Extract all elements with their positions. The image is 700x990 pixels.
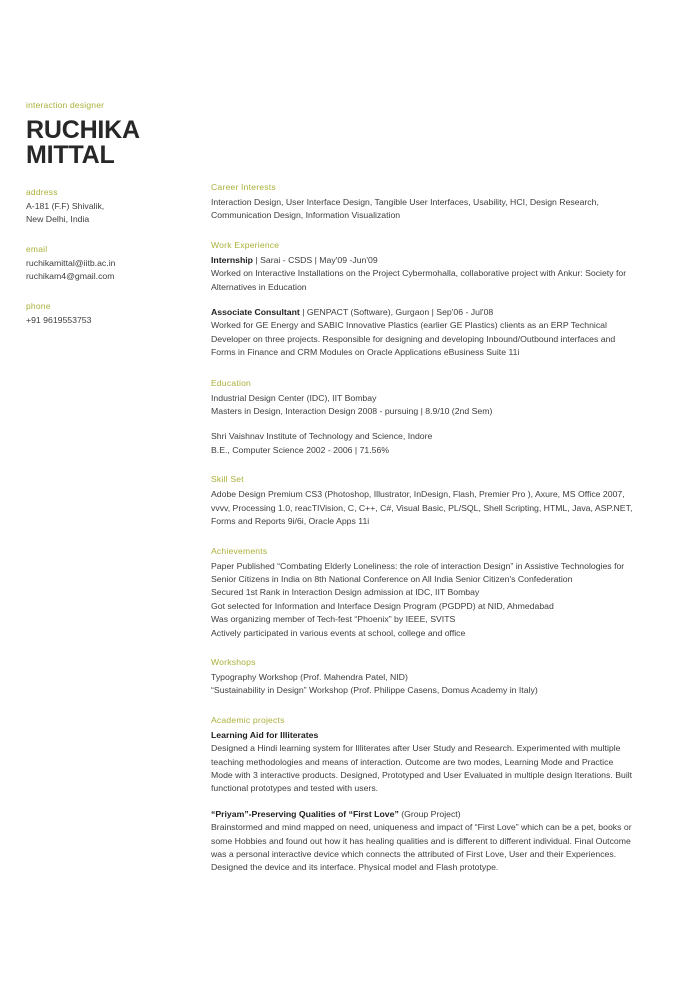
section-title-skill-set: Skill Set bbox=[211, 474, 244, 485]
education-institute: Shri Vaishnav Institute of Technology and Science, Indore bbox=[211, 431, 433, 442]
work-entry bbox=[211, 306, 635, 360]
career-interests-text: Interaction Design, User Interface Design, Tangible User Interfaces, Usability, HCI, Design Research, Communication Design, Information Visualization bbox=[211, 197, 599, 221]
achievement-item: Secured 1st Rank in Interaction Design admission at IDC, IIT Bombay bbox=[211, 587, 480, 598]
email-secondary[interactable]: ruchikam4@gmail.com bbox=[26, 270, 115, 281]
contact-details bbox=[26, 187, 191, 327]
address-value bbox=[26, 200, 191, 225]
contact-address-block bbox=[26, 187, 191, 225]
academic-project bbox=[211, 729, 635, 796]
section-title-achievements: Achievements bbox=[211, 545, 268, 556]
phone-number: +91 9619553753 bbox=[26, 315, 92, 325]
achievement-item: Got selected for Information and Interface Design Program (PGDPD) at NID, Ahmedabad bbox=[211, 600, 554, 611]
section-skill-set bbox=[211, 474, 635, 528]
page-title bbox=[26, 118, 191, 168]
address-line-2: New Delhi, India bbox=[26, 213, 90, 224]
education-institute: Industrial Design Center (IDC), IIT Bombay bbox=[211, 392, 377, 403]
email-label: email bbox=[26, 244, 48, 254]
education-detail: B.E., Computer Science 2002 - 2006 | 71.56% bbox=[211, 444, 390, 455]
left-column bbox=[26, 100, 191, 327]
work-entry-description: Worked on Interactive Installations on the Project Cybermohalla, collaborative project with Ankur: Society for Alternatives in Education bbox=[211, 268, 627, 292]
section-work-experience bbox=[211, 240, 635, 360]
academic-project-title-suffix: (Group Project) bbox=[398, 808, 461, 819]
education-entry bbox=[211, 392, 635, 419]
section-workshops bbox=[211, 657, 635, 698]
role-subtitle: interaction designer bbox=[26, 100, 105, 110]
academic-project-description: Designed a Hindi learning system for Illiterates after User Study and Research. Experimented with multiple teaching methodologies and means of interaction. Outcome are two modes, Learning Mode and Practice Mode with 3 interactive products. Designed, Prototyped and User Evaluated in multiple design Iterations. Built functional prototypes and tested with users. bbox=[211, 743, 633, 794]
work-entry-description: Worked for GE Energy and SABIC Innovative Plastics (earlier GE Plastics) clients as an ERP Technical Developer on three projects. Responsible for designing and developing Inbound/Outbound interfaces and Forms in Finance and CRM Modules on Oracle Applications eBusiness Suite 11i bbox=[211, 320, 616, 358]
achievement-item: Actively participated in various events at school, college and office bbox=[211, 627, 466, 638]
academic-project-title-bold: “Priyam”-Preserving Qualities of “First Love” bbox=[211, 808, 399, 819]
work-entry-headline bbox=[211, 254, 635, 267]
section-achievements bbox=[211, 546, 635, 640]
last-name: MITTAL bbox=[26, 141, 115, 169]
address-line-1: A-181 (F.F) Shivalik, bbox=[26, 201, 105, 211]
phone-label: phone bbox=[26, 301, 51, 311]
section-career-interests bbox=[211, 182, 635, 223]
address-label: address bbox=[26, 187, 58, 197]
work-entry-meta: | Sarai - CSDS | May'09 -Jun'09 bbox=[253, 254, 378, 265]
section-education bbox=[211, 378, 635, 458]
section-academic-projects bbox=[211, 715, 635, 875]
first-name: RUCHIKA bbox=[26, 116, 140, 144]
section-title-academic-projects: Academic projects bbox=[211, 714, 285, 725]
academic-project-title bbox=[211, 729, 635, 742]
achievement-item: Paper Published “Combating Elderly Loneliness: the role of interaction Design” in Assistive Technologies for Senior Citizens in India on 8th National Conference on All India Senior Citizen's Confederation bbox=[211, 560, 625, 584]
right-column bbox=[211, 182, 635, 889]
contact-email-block bbox=[26, 244, 191, 282]
section-title-education: Education bbox=[211, 377, 252, 388]
workshop-item: “Sustainability in Design” Workshop (Prof. Philippe Casens, Domus Academy in Italy) bbox=[211, 685, 538, 696]
skill-set-text: Adobe Design Premium CS3 (Photoshop, Illustrator, InDesign, Flash, Premier Pro ), Axure, MS Office 2007, vvvv, Processing 1.0, reacTIVision, C, C++, C#, Visual Basic, PL/SQL, Shell Scripting, HTML, Java, ASP.NET, Forms and Reports 9i/6i, Oracle Apps 11i bbox=[211, 489, 633, 527]
achievement-item: Was organizing member of Tech-fest “Phoenix” by IEEE, SVITS bbox=[211, 614, 456, 625]
academic-project bbox=[211, 808, 635, 875]
academic-project-description: Brainstormed and mind mapped on need, uniqueness and impact of “First Love” which can be a pet, books or some Hobbies and found out how it has healing qualities and is different to different individual. Final Outcome was a personal interactive device which connects the attributed of First Love, User and their Experiences. Designed the device and its interface. Physical model and Flash prototype. bbox=[211, 822, 632, 873]
work-entry-role: Associate Consultant bbox=[211, 307, 300, 318]
section-title-work-experience: Work Experience bbox=[211, 239, 280, 250]
section-title-workshops: Workshops bbox=[211, 656, 256, 667]
work-entry-role: Internship bbox=[211, 254, 253, 265]
education-entry bbox=[211, 430, 635, 457]
email-primary[interactable]: ruchikamittal@iitb.ac.in bbox=[26, 258, 116, 268]
contact-phone-block bbox=[26, 301, 191, 327]
work-entry-meta: | GENPACT (Software), Gurgaon | Sep'06 - Jul'08 bbox=[299, 307, 494, 318]
phone-value bbox=[26, 314, 191, 327]
section-title-career-interests: Career Interests bbox=[211, 182, 276, 192]
work-entry-headline bbox=[211, 306, 635, 319]
work-entry bbox=[211, 254, 635, 294]
education-detail: Masters in Design, Interaction Design 2008 - pursuing | 8.9/10 (2nd Sem) bbox=[211, 406, 493, 417]
email-value bbox=[26, 257, 191, 282]
workshop-item: Typography Workshop (Prof. Mahendra Patel, NID) bbox=[211, 671, 408, 682]
academic-project-title-bold: Learning Aid for Illiterates bbox=[211, 729, 319, 740]
academic-project-title bbox=[211, 808, 635, 821]
